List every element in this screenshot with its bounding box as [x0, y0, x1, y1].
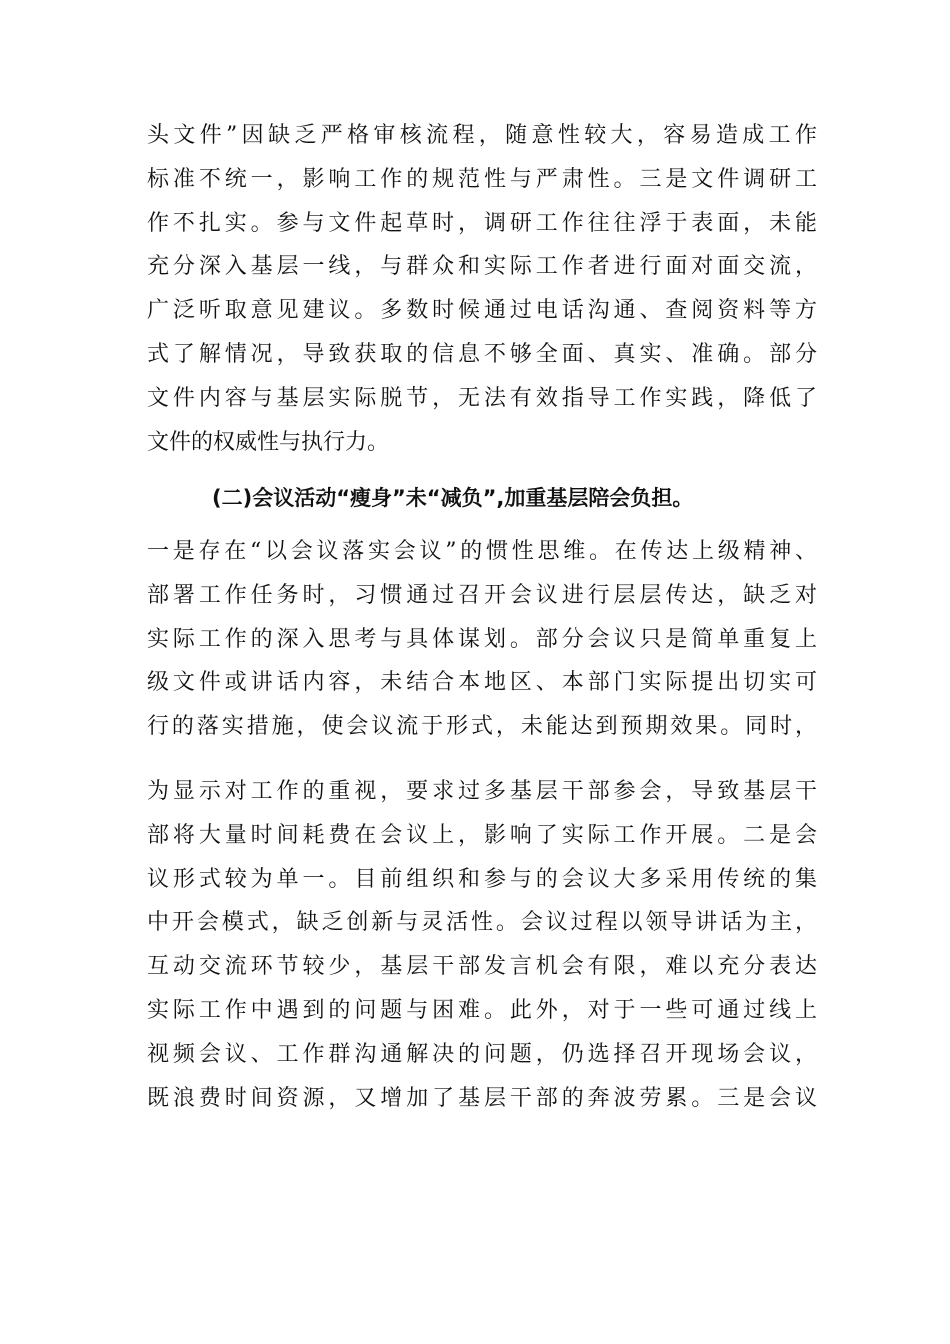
paragraph-meeting-inertia: [147, 530, 817, 749]
text-line: 文件内容与基层实际脱节，无法有效指导工作实践，降低了: [147, 385, 817, 411]
text-line: 议形式较为单一。目前组织和参与的会议大多采用传统的集: [147, 866, 817, 892]
text-line: 部将大量时间耗费在会议上，影响了实际工作开展。二是会: [147, 822, 817, 848]
text-line: 视频会议、工作群沟通解决的问题，仍选择召开现场会议，: [147, 1041, 817, 1067]
text-line: 中开会模式，缺乏创新与灵活性。会议过程以领导讲话为主，: [147, 910, 817, 936]
text-line: 广泛听取意见建议。多数时候通过电话沟通、查阅资料等方: [147, 298, 817, 324]
text-line: 充分深入基层一线，与群众和实际工作者进行面对面交流，: [147, 254, 817, 280]
text-line: 部署工作任务时，习惯通过召开会议进行层层传达，缺乏对: [147, 582, 817, 608]
text-line: 互动交流环节较少，基层干部发言机会有限，难以充分表达: [147, 954, 817, 980]
text-line: 行的落实措施，使会议流于形式，未能达到预期效果。同时，: [147, 714, 817, 740]
text-line: 一是存在“以会议落实会议”的惯性思维。在传达上级精神、: [147, 539, 817, 564]
text-line: 式了解情况，导致获取的信息不够全面、真实、准确。部分: [147, 341, 817, 367]
text-line: 标准不统一，影响工作的规范性与严肃性。三是文件调研工: [147, 166, 817, 192]
text-line: 实际工作的深入思考与具体谋划。部分会议只是简单重复上: [147, 626, 817, 652]
text-line: 级文件或讲话内容，未结合本地区、本部门实际提出切实可: [147, 670, 817, 696]
text-line: 文件的权威性与执行力。: [147, 429, 390, 455]
section-heading: (二)会议活动“瘦身”未“减负”,加重基层陪会负担。: [212, 486, 694, 510]
paragraph-document-review: [147, 114, 817, 464]
text-line: 实际工作中遇到的问题与困难。此外，对于一些可通过线上: [147, 997, 817, 1023]
text-line: 头文件”因缺乏严格审核流程，随意性较大，容易造成工作: [147, 123, 817, 148]
text-line: 为显示对工作的重视，要求过多基层干部参会，导致基层干: [147, 779, 817, 804]
text-line: 作不扎实。参与文件起草时，调研工作往往浮于表面，未能: [147, 210, 817, 236]
text-line: 既浪费时间资源，又增加了基层干部的奔波劳累。三是会议: [147, 1085, 817, 1111]
paragraph-meeting-format: [147, 770, 817, 1120]
